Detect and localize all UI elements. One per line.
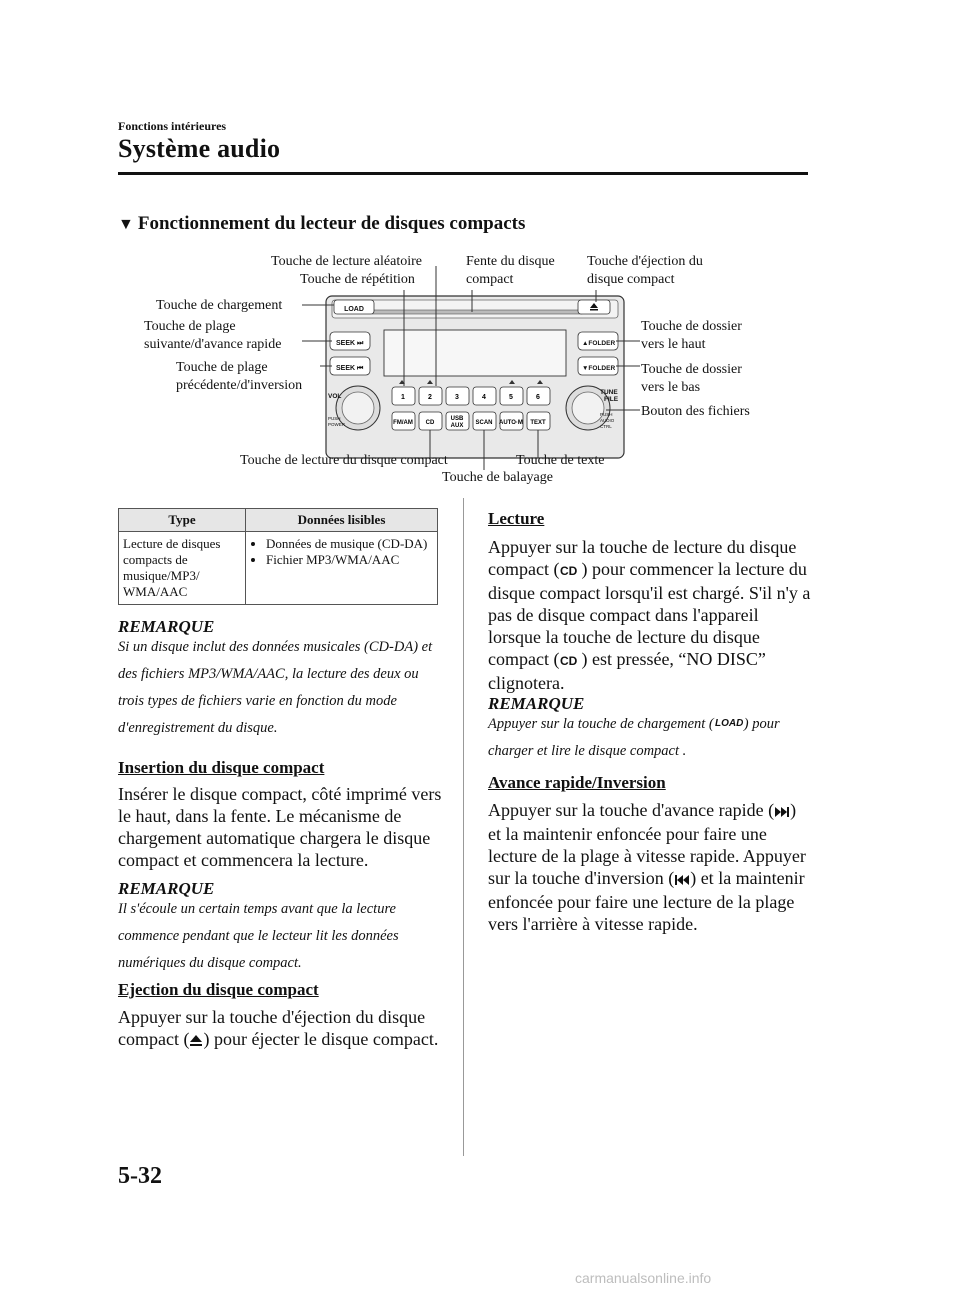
table-header-data: Données lisibles <box>246 509 438 532</box>
list-item: • Données de musique (CD-DA) <box>266 536 433 552</box>
svg-text:6: 6 <box>536 394 540 401</box>
insert-title: Insertion du disque compact <box>118 758 325 777</box>
display-screen <box>384 330 566 376</box>
svg-text:SEEK ⏭: SEEK ⏭ <box>336 340 364 347</box>
ff-text-a: Appuyer sur la touche d'avance rapide ( <box>488 800 775 820</box>
svg-text:4: 4 <box>482 394 486 401</box>
head-unit-body <box>326 296 624 458</box>
svg-text:AUDIO: AUDIO <box>600 418 615 423</box>
svg-text:FILE: FILE <box>604 396 619 403</box>
callout-slot <box>466 253 555 289</box>
callout-folder-down-line1: Touche de dossier <box>641 362 742 377</box>
watermark: carmanualsonline.info <box>575 1270 712 1286</box>
svg-text:PUSH: PUSH <box>600 412 613 417</box>
ff-text-b: ) et la maintenir enfoncée pour faire une lecture de la plage à vitesse rapide. Appuyer sur la touche d'inversion ( <box>488 800 806 888</box>
load-button-label: LOAD <box>344 306 364 313</box>
callout-prev-line2: précédente/d'inversion <box>176 378 303 393</box>
svg-text:SEEK ⏮: SEEK ⏮ <box>336 365 364 372</box>
play-title: Lecture <box>488 509 545 528</box>
note1-title: REMARQUE <box>118 617 215 636</box>
callout-folder-down <box>641 361 742 397</box>
svg-text:TEXT: TEXT <box>530 420 546 426</box>
callout-text: Touche de texte <box>516 453 605 468</box>
ff-text-c: ) et la maintenir enfoncée pour faire une lecture de la plage vers l'arrière à vitesse rapide. <box>488 867 805 934</box>
play-text <box>488 536 813 694</box>
triangle-down-icon: ▼ <box>118 216 134 233</box>
svg-text:CTRL: CTRL <box>600 424 612 429</box>
svg-text:CD: CD <box>425 420 435 426</box>
callout-scan: Touche de balayage <box>442 470 553 485</box>
readable-data-table <box>118 508 438 605</box>
fast-forward-icon <box>774 801 790 823</box>
svg-text:PUSH: PUSH <box>328 416 341 421</box>
eject-icon <box>189 1030 203 1052</box>
svg-text:CD: CD <box>560 653 578 667</box>
svg-text:TUNE: TUNE <box>600 389 618 396</box>
svg-text:POWER: POWER <box>328 422 346 427</box>
callout-next-line2: suivante/d'avance rapide <box>144 337 282 352</box>
note2-title: REMARQUE <box>118 879 215 898</box>
svg-text:AUX: AUX <box>450 423 464 429</box>
svg-text:CD: CD <box>560 563 578 577</box>
rewind-icon <box>674 869 690 891</box>
eject-title: Ejection du disque compact <box>118 980 319 999</box>
callout-eject-line1: Touche d'éjection du <box>587 254 703 269</box>
svg-text:AUTO·M: AUTO·M <box>499 420 523 426</box>
svg-text:VOL: VOL <box>328 393 342 400</box>
svg-text:SCAN: SCAN <box>475 420 493 426</box>
svg-text:LOAD: LOAD <box>714 718 744 729</box>
note3-text-b: ) pour charger et lire le disque compact . <box>488 716 780 760</box>
callout-prev <box>176 359 302 395</box>
callout-next-line1: Touche de plage <box>144 319 236 334</box>
svg-text:USB: USB <box>450 416 464 422</box>
note3-title: REMARQUE <box>488 694 585 713</box>
page-number: 5-32 <box>118 1163 162 1189</box>
svg-text:FM/AM: FM/AM <box>393 420 413 426</box>
note3-text <box>488 711 813 765</box>
svg-text:5: 5 <box>509 394 513 401</box>
callout-next <box>144 318 281 354</box>
callout-folder-up <box>641 318 742 354</box>
main-heading-text: Fonctionnement du lecteur de disques compacts <box>137 213 526 234</box>
callout-eject-line2: disque compact <box>587 272 675 287</box>
page-title: Système audio <box>118 134 281 163</box>
svg-text:▼FOLDER: ▼FOLDER <box>582 365 616 372</box>
load-icon <box>714 711 744 738</box>
ff-text <box>488 799 813 935</box>
callout-folder-up-line1: Touche de dossier <box>641 319 742 334</box>
table-header-row <box>119 509 438 532</box>
cd-player-diagram <box>0 0 960 500</box>
callout-slot-line2: compact <box>466 272 514 287</box>
cd-player-illustration <box>0 0 960 500</box>
eject-text-b: ) pour éjecter le disque compact. <box>203 1029 439 1049</box>
column-divider <box>463 498 464 1156</box>
callout-prev-line1: Touche de plage <box>176 360 268 375</box>
ff-title: Avance rapide/Inversion <box>488 773 666 792</box>
callout-folder-up-line2: vers le haut <box>641 337 706 352</box>
table-header-type: Type <box>119 509 246 532</box>
callout-folder-down-line2: vers le bas <box>641 380 701 395</box>
svg-text:2: 2 <box>428 394 432 401</box>
note3-text-a: Appuyer sur la touche de chargement ( <box>488 716 714 732</box>
callout-random: Touche de lecture aléatoire <box>271 254 422 269</box>
note2-text: Il s'écoule un certain temps avant que la lecture commence pendant que le lecteur lit les données numériques du disque compact. <box>118 901 399 971</box>
callout-eject <box>587 253 703 289</box>
svg-text:▲FOLDER: ▲FOLDER <box>582 340 616 347</box>
insert-text: Insérer le disque compact, côté imprimé vers le haut, dans la fente. Le mécanisme de chargement automatique chargera le disque compact et commencera la lecture. <box>118 784 442 870</box>
play-text-a: Appuyer sur la touche de lecture du disque compact ( <box>488 537 797 579</box>
callout-slot-line1: Fente du disque <box>466 254 555 269</box>
play-text-b: ) pour commencer la lecture du disque compact lorsqu'il est chargé. S'il n'y a pas de disque compact dans l'appareil lorsque la touche de lecture du disque compact ( <box>488 559 811 669</box>
callout-load: Touche de chargement <box>156 298 283 313</box>
svg-text:1: 1 <box>401 394 405 401</box>
callout-file-knob: Bouton des fichiers <box>641 404 750 419</box>
eject-text-a: Appuyer sur la touche d'éjection du disque compact ( <box>118 1007 426 1049</box>
section-label: Fonctions intérieures <box>118 119 227 133</box>
table-row <box>119 532 438 605</box>
callout-cd-play: Touche de lecture du disque compact <box>240 453 448 468</box>
table-cell-data <box>246 532 438 605</box>
list-item: • Fichier MP3/WMA/AAC <box>266 552 433 568</box>
callout-repeat: Touche de répétition <box>300 272 415 287</box>
eject-text <box>118 1006 448 1052</box>
note1-text: Si un disque inclut des données musicales (CD-DA) et des fichiers MP3/WMA/AAC, la lecture des deux ou trois types de fichiers varie en fonction du mode d'enregistrement du disque. <box>118 639 433 736</box>
cd-icon <box>559 650 581 672</box>
svg-text:3: 3 <box>455 394 459 401</box>
play-text-c: ) est pressée, “NO DISC” clignotera. <box>488 648 766 693</box>
table-cell-type: Lecture de disques compacts de musique/MP3/ WMA/AAC <box>119 532 246 605</box>
cd-icon <box>559 560 581 582</box>
